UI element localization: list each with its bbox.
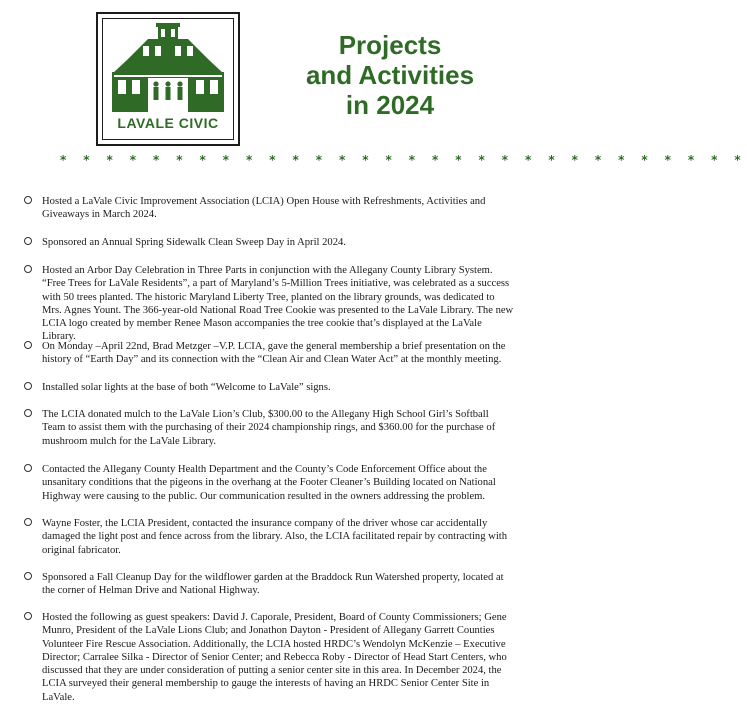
title-line-1: Projects: [338, 30, 442, 60]
list-item-text: Installed solar lights at the base of both “Welcome to LaVale” signs.: [42, 382, 331, 393]
bullet-icon: [24, 237, 32, 245]
bullet-icon: [24, 464, 32, 472]
list-item-text: The LCIA donated mulch to the LaVale Lion’s Club, $300.00 to the Allegany High School Girl’s Softball Team to assist them with the purchasing of their 2024 championship rings, and $360.00 for the purchase of mushroom mulch for the LaVale Library.: [42, 409, 496, 447]
lavale-civic-logo: [96, 12, 240, 146]
title-line-2: and Activities: [305, 60, 475, 90]
bullet-icon: [24, 612, 32, 620]
list-item-text: On Monday –April 22nd, Brad Metzger –V.P. LCIA, gave the general membership a brief presentation on the history of “Earth Day” and its connection with the “Clean Air and Clean Water Act” at the monthly meeting.: [42, 341, 506, 366]
bullet-icon: [24, 382, 32, 390]
bullet-icon: [24, 572, 32, 580]
list-item-text: Hosted a LaVale Civic Improvement Association (LCIA) Open House with Refreshments, Activities and Giveaways in March 2024.: [42, 196, 486, 221]
list-item-text: Contacted the Allegany County Health Department and the County’s Code Enforcement Office about the unsanitary conditions that the pigeons in the overhang at the Footer Cleaner’s Building located on National Highway were causing to the public. Our communication resulted in the owners addressing the problem.: [42, 464, 496, 502]
list-item-text: Wayne Foster, the LCIA President, contacted the insurance company of the driver whose car accidentally damaged the light post and fence across from the library. Also, the LCIA facilitated repair by contracting with original fabricator.: [42, 518, 507, 556]
title-line-3: in 2024: [345, 90, 435, 120]
bullet-icon: [24, 341, 32, 349]
bullet-icon: [24, 409, 32, 417]
bullet-icon: [24, 196, 32, 204]
logo-text: LAVALE CIVIC: [117, 115, 219, 131]
list-item-text: Hosted an Arbor Day Celebration in Three Parts in conjunction with the Allegany County Library System. “Free Trees for LaVale Residents”, a part of Maryland’s 5-Million Trees initiative, was celebrated as a success with 50 trees planted. The historic Maryland Liberty Tree, planted on the library grounds, was dedicated to Mrs. Agnes Yount. The 366-year-old National Road Tree Cookie was presented to the LaVale Library. The new LCIA logo created by member Renee Mason accompanies the tree cookie that’s displayed at the LaVale Library.: [42, 265, 514, 343]
list-item-text: Hosted the following as guest speakers: David J. Caporale, President, Board of County Commissioners; Gene Munro, President of the LaVale Lions Club; and Jonathon Dayton - President of Allegany Garrett Counties Volunteer Fire Rescue Association. Additionally, the LCIA hosted HRDC’s Wendolyn McKenzie – Executive Director; Carralee Silka - Director of Senior Center; and Rebecca Roby - Director of Head Start Centers, who discussed that they are under consideration of putting a senior center site in this area. In December 2024, the LCIA surveyed their general membership to gauge the interests of having an HRDC Senior Center Site in LaVale.: [42, 612, 507, 703]
star-divider: * * * * * * * * * * * * * * * * * * * * * * * * * * * * * *: [60, 153, 747, 167]
page-title: [290, 30, 490, 120]
list-item-text: Sponsored a Fall Cleanup Day for the wildflower garden at the Braddock Run Watershed property, located at the corner of Helman Drive and National Highway.: [42, 572, 504, 597]
list-item-text: Sponsored an Annual Spring Sidewalk Clean Sweep Day in April 2024.: [42, 237, 346, 248]
bullet-icon: [24, 265, 32, 273]
bullet-icon: [24, 518, 32, 526]
